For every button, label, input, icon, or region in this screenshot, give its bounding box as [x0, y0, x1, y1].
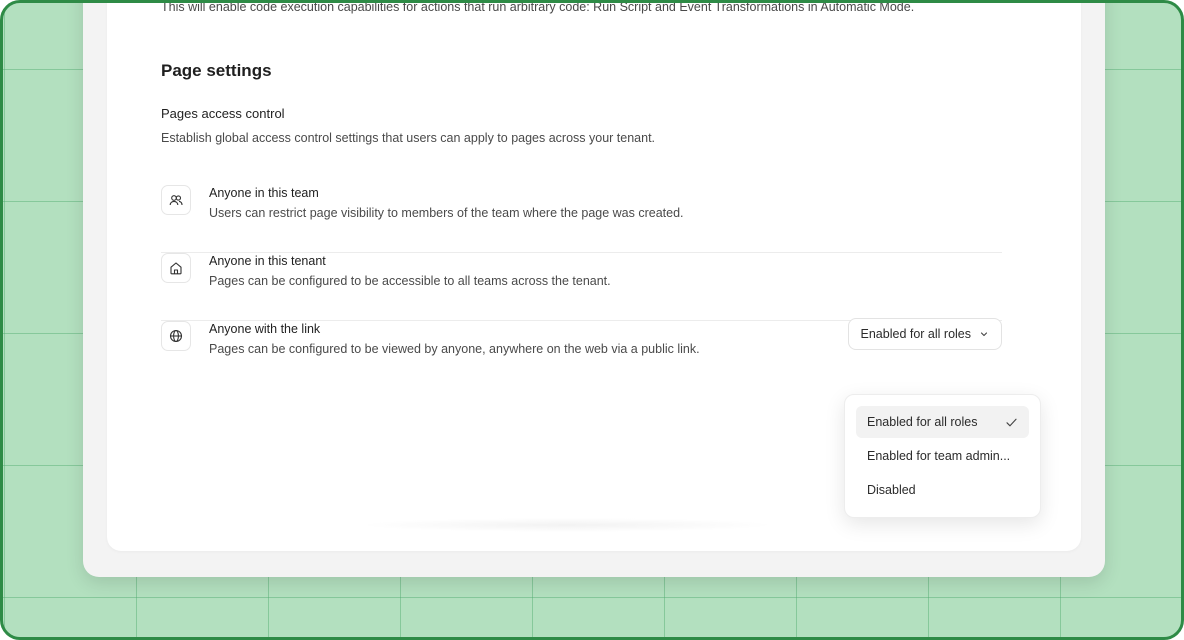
dropdown-option-label: Enabled for team admin...	[867, 449, 1011, 463]
option-description: Pages can be configured to be viewed by anyone, anywhere on the web via a public link.	[209, 342, 700, 356]
panel-shadow	[357, 518, 777, 532]
check-icon	[1005, 416, 1018, 429]
users-icon	[161, 185, 191, 215]
code-execution-setting	[161, 0, 1002, 15]
option-text	[209, 253, 611, 289]
access-control-title: Pages access control	[161, 106, 285, 121]
chevron-down-icon	[979, 329, 989, 339]
link-access-select[interactable]	[848, 318, 1002, 350]
code-execution-description: This will enable code execution capabilities for actions that run arbitrary code: Run Script and Event Transformations in Automatic Mode.	[161, 0, 915, 14]
select-value: Enabled for all roles	[860, 327, 971, 341]
page-settings-heading: Page settings	[161, 61, 272, 80]
home-icon	[161, 253, 191, 283]
option-anyone-in-tenant	[161, 253, 1002, 321]
option-text	[209, 185, 684, 221]
globe-icon	[161, 321, 191, 351]
dropdown-option-enabled-all-roles[interactable]	[856, 406, 1029, 438]
link-access-dropdown	[844, 394, 1041, 518]
option-title: Anyone in this team	[209, 186, 319, 200]
option-title: Anyone in this tenant	[209, 254, 326, 268]
dropdown-option-label: Disabled	[867, 483, 916, 497]
access-control-description: Establish global access control settings that users can apply to pages across your tenant.	[161, 131, 656, 145]
pages-access-control	[161, 106, 1002, 146]
option-anyone-in-team	[161, 185, 1002, 253]
dropdown-option-enabled-team-admin[interactable]	[856, 440, 1029, 472]
dropdown-option-disabled[interactable]	[856, 474, 1029, 506]
option-description: Pages can be configured to be accessible to all teams across the tenant.	[209, 274, 611, 288]
option-title: Anyone with the link	[209, 322, 321, 336]
dropdown-option-label: Enabled for all roles	[867, 415, 978, 429]
option-text	[209, 321, 700, 357]
option-anyone-with-link	[161, 321, 1002, 389]
option-description: Users can restrict page visibility to members of the team where the page was created.	[209, 206, 684, 220]
